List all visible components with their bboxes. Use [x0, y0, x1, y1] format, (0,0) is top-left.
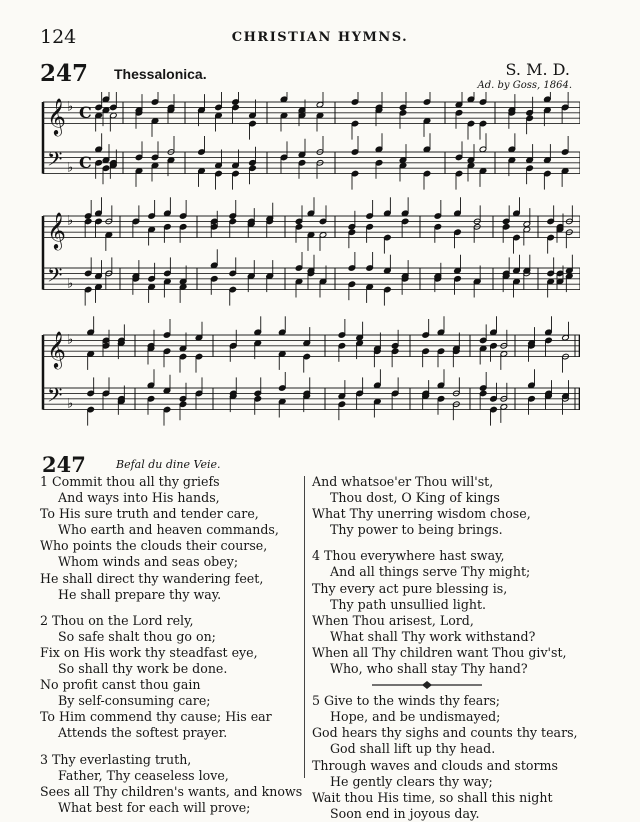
verse-line: God hears thy sighs and counts thy tears,: [312, 725, 578, 741]
tune-name: Thessalonica.: [114, 66, 207, 82]
verse-line: Hope, and be undismayed;: [330, 709, 501, 725]
verse-line: Thy path unsullied light.: [330, 596, 487, 612]
verse-line: To Him commend thy cause; His ear: [40, 709, 272, 725]
flat-sign-icon: ♭: [67, 332, 74, 348]
tune-heading: [40, 60, 580, 96]
verse-line: And ways into His hands,: [58, 490, 220, 506]
verse-line: Thy power to being brings.: [330, 522, 503, 538]
verse-line: Thou dost, O King of kings: [330, 490, 500, 506]
music-score: [35, 92, 580, 448]
verse-line: And all things serve Thy might;: [330, 564, 531, 580]
ornament-divider: [312, 677, 578, 693]
common-time-icon: C: [79, 103, 92, 123]
verse-line: 3 Thy everlasting truth,: [40, 751, 192, 767]
verse-line: Who earth and heaven commands,: [58, 522, 279, 538]
verse-line: He shall direct thy wandering feet,: [40, 570, 264, 586]
flat-sign-icon: ♭: [67, 276, 74, 292]
page-number: 124: [40, 26, 77, 48]
verse-line: Sees all Thy children's wants, and knows: [40, 783, 303, 799]
verse-line: 4 Thou everywhere hast sway,: [312, 548, 505, 564]
verse-line: Fix on His work thy steadfast eye,: [40, 644, 258, 660]
verse-line: Whom winds and seas obey;: [58, 554, 239, 570]
common-time-icon: C: [79, 153, 92, 173]
flat-sign-icon: ♭: [67, 160, 74, 176]
page-header: [0, 26, 640, 48]
bass-clef-icon: 𝄢: [47, 147, 63, 176]
verse-line: So shall thy work be done.: [58, 661, 228, 677]
verse-line: Who points the clouds their course,: [40, 538, 268, 554]
treble-clef-icon: 𝄞: [47, 210, 66, 249]
meter: S. M. D.: [505, 60, 570, 79]
verse-line: God shall lift up thy head.: [330, 741, 496, 757]
verse-line: Through waves and clouds and storms: [312, 757, 558, 773]
verse-line: When Thou arisest, Lord,: [312, 612, 474, 628]
stanza-gap: [40, 742, 302, 752]
hymn-text-left-column: [40, 474, 302, 816]
verse-line: What best for each will prove;: [58, 799, 251, 815]
verse-line: Thy every act pure blessing is,: [312, 580, 508, 596]
verse-line: Attends the softest prayer.: [58, 725, 228, 741]
verse-line: 1 Commit thou all thy griefs: [40, 474, 220, 489]
verse-line: To His sure truth and tender care,: [40, 506, 259, 522]
running-title: CHRISTIAN HYMNS.: [231, 30, 409, 45]
tune-number: 247: [40, 60, 89, 87]
verse-line: So safe shalt thou go on;: [58, 628, 216, 644]
verse-line: 2 Thou on the Lord rely,: [40, 612, 194, 628]
treble-clef-icon: 𝄞: [47, 329, 66, 368]
verse-line: When all Thy children want Thou giv'st,: [312, 644, 567, 660]
verse-line: 5 Give to the winds thy fears;: [312, 693, 501, 709]
flat-sign-icon: ♭: [67, 396, 74, 412]
hymn-number: 247: [42, 452, 86, 477]
verse-line: He shall prepare thy way.: [58, 586, 222, 602]
flat-sign-icon: ♭: [67, 213, 74, 229]
verse-line: Wait thou His time, so shall this night: [312, 789, 553, 805]
bass-clef-icon: 𝄢: [47, 263, 63, 292]
original-first-line: Befal du dine Veie.: [116, 458, 221, 471]
verse-line: What shall Thy work withstand?: [330, 628, 536, 644]
column-divider: [304, 476, 305, 778]
bass-clef-icon: 𝄢: [47, 383, 63, 412]
verse-line: By self-consuming care;: [58, 693, 211, 709]
stanza-gap: [40, 603, 302, 613]
verse-line: No profit canst thou gain: [40, 677, 201, 693]
flat-sign-icon: ♭: [67, 99, 74, 115]
verse-line: He gently clears thy way;: [330, 773, 493, 789]
verse-line: What Thy unerring wisdom chose,: [312, 506, 531, 522]
verse-line: Father, Thy ceaseless love,: [58, 767, 229, 783]
composer-credit: Ad. by Goss, 1864.: [477, 80, 572, 91]
verse-line: Who, who shall stay Thy hand?: [330, 661, 528, 677]
hymn-text-right-column: [312, 474, 578, 822]
stanza-gap: [312, 538, 578, 548]
verse-line: And whatsoe'er Thou will'st,: [312, 474, 494, 489]
treble-clef-icon: 𝄞: [47, 96, 66, 135]
verse-line: Soon end in joyous day.: [330, 805, 480, 821]
